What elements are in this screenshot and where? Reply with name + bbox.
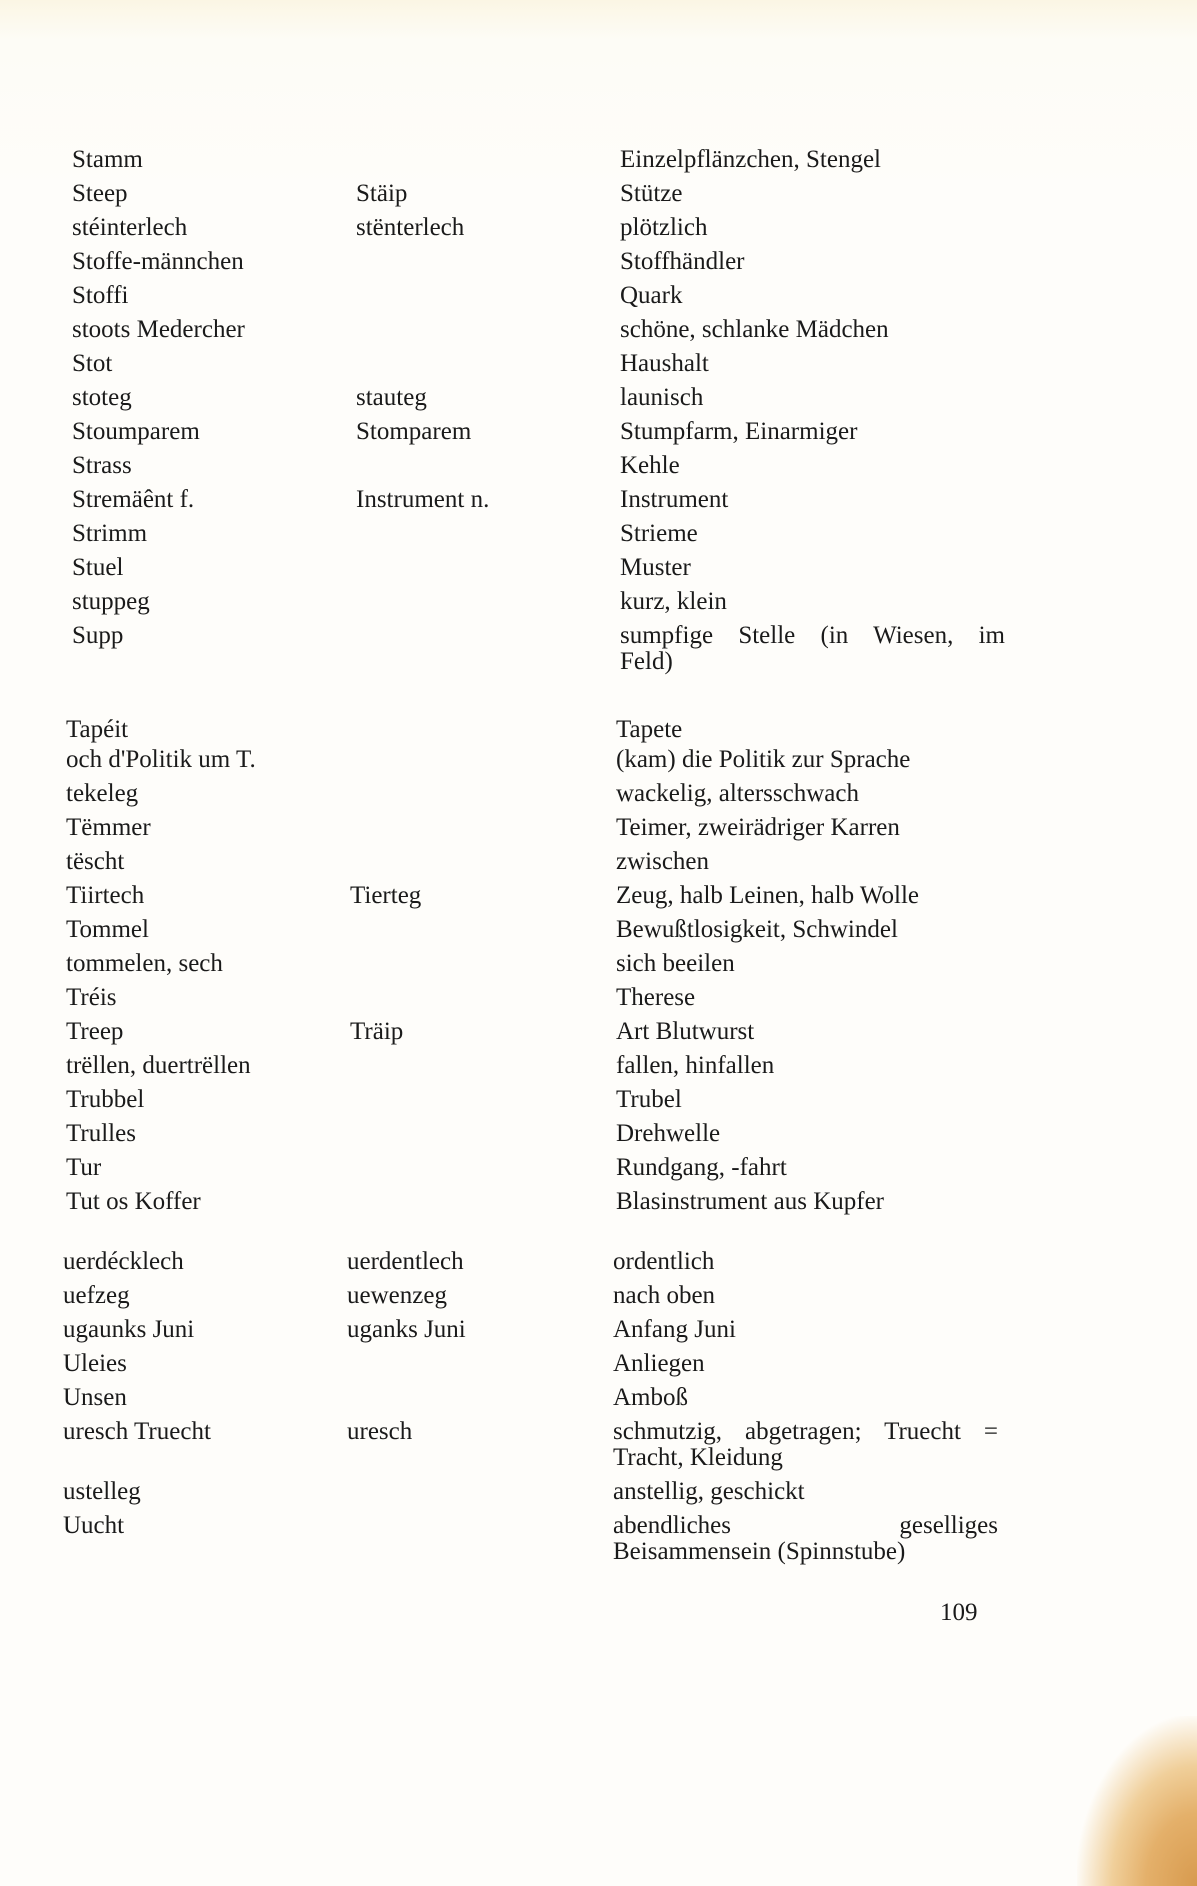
entry-term: och d'Politik um T. bbox=[66, 746, 256, 773]
entry-meaning-line: sich beeilen bbox=[616, 950, 735, 977]
entry-term: trëllen, duertrëllen bbox=[66, 1052, 251, 1079]
entry-meaning-line: Feld) bbox=[620, 648, 673, 675]
entry-term: uerdécklech bbox=[63, 1248, 184, 1275]
entry-term: Tommel bbox=[66, 916, 149, 943]
entry-term: uresch Truecht bbox=[63, 1418, 211, 1445]
entry-meaning-line: Tapete bbox=[616, 716, 683, 743]
entry-meaning-line: plötzlich bbox=[620, 214, 708, 241]
entry-meaning-line: Stütze bbox=[620, 180, 683, 207]
entry-meaning-line: Instrument bbox=[620, 486, 729, 513]
entry-meaning bbox=[613, 1283, 998, 1309]
entry-meaning-line: Therese bbox=[616, 984, 696, 1011]
entry-term: Stuel bbox=[72, 554, 124, 581]
entry-term: Stoffe-männchen bbox=[72, 248, 244, 275]
entry-term: ustelleg bbox=[63, 1478, 141, 1505]
entry-meaning-line: Quark bbox=[620, 282, 683, 309]
entry-meaning-line: fallen, hinfallen bbox=[616, 1052, 775, 1079]
entry-meaning bbox=[616, 815, 1001, 841]
entry-term: stoteg bbox=[72, 384, 132, 411]
entry-term: Uleies bbox=[63, 1350, 127, 1377]
paper-stain bbox=[1077, 1716, 1197, 1886]
entry-term: ugaunks Juni bbox=[63, 1316, 195, 1343]
entry-meaning-line: Stumpfarm, Einarmiger bbox=[620, 418, 858, 445]
entry-term: Stot bbox=[72, 350, 113, 377]
entry-meaning bbox=[616, 747, 1001, 773]
entry-meaning bbox=[620, 623, 1005, 675]
entry-meaning-line: Blasinstrument aus Kupfer bbox=[616, 1188, 885, 1215]
entry-meaning bbox=[616, 1053, 1001, 1079]
entry-meaning bbox=[620, 487, 1005, 513]
entry-meaning-line: Amboß bbox=[613, 1384, 688, 1411]
entry-meaning bbox=[613, 1479, 998, 1505]
entry-meaning-line: abendliches geselliges bbox=[613, 1512, 998, 1539]
entry-meaning-line: Strieme bbox=[620, 520, 698, 547]
entry-meaning-line: schöne, schlanke Mädchen bbox=[620, 316, 889, 343]
entry-meaning bbox=[616, 1087, 1001, 1113]
entry-variant: uerdentlech bbox=[347, 1248, 464, 1275]
entry-meaning bbox=[620, 589, 1005, 615]
entry-meaning-line: Einzelpflänzchen, Stengel bbox=[620, 146, 881, 173]
entry-meaning bbox=[616, 781, 1001, 807]
entry-meaning bbox=[620, 181, 1005, 207]
entry-meaning bbox=[616, 917, 1001, 943]
entry-meaning bbox=[616, 1189, 1001, 1215]
entry-meaning bbox=[620, 521, 1005, 547]
entry-term: Tapéit bbox=[66, 716, 129, 743]
entry-meaning bbox=[620, 351, 1005, 377]
entry-term: Tëmmer bbox=[66, 814, 151, 841]
entry-term: Tut os Koffer bbox=[66, 1188, 201, 1215]
entry-meaning bbox=[620, 147, 1005, 173]
entry-meaning-line: Bewußtlosigkeit, Schwindel bbox=[616, 916, 898, 943]
entry-term: Steep bbox=[72, 180, 128, 207]
entry-meaning-line: Kehle bbox=[620, 452, 680, 479]
entry-meaning bbox=[620, 419, 1005, 445]
entry-meaning-line: Zeug, halb Leinen, halb Wolle bbox=[616, 882, 919, 909]
entry-term: stuppeg bbox=[72, 588, 150, 615]
entry-meaning-line: ordentlich bbox=[613, 1248, 715, 1275]
entry-variant: Tierteg bbox=[350, 882, 422, 909]
entry-term: Trulles bbox=[66, 1120, 136, 1147]
entry-meaning bbox=[616, 985, 1001, 1011]
entry-term: Unsen bbox=[63, 1384, 127, 1411]
entry-term: Stoffi bbox=[72, 282, 129, 309]
entry-term: uefzeg bbox=[63, 1282, 130, 1309]
entry-variant: Stäip bbox=[356, 180, 408, 207]
entry-meaning-line: Haushalt bbox=[620, 350, 709, 377]
entry-meaning bbox=[620, 555, 1005, 581]
entry-variant: uganks Juni bbox=[347, 1316, 466, 1343]
entry-term: Stoumparem bbox=[72, 418, 200, 445]
entry-term: tëscht bbox=[66, 848, 125, 875]
entry-meaning bbox=[613, 1513, 998, 1565]
entry-meaning bbox=[616, 1121, 1001, 1147]
entry-meaning-line: anstellig, geschickt bbox=[613, 1478, 805, 1505]
entry-term: stoots Medercher bbox=[72, 316, 245, 343]
entry-term: stéinterlech bbox=[72, 214, 188, 241]
entry-meaning-line: Trubel bbox=[616, 1086, 682, 1113]
entry-term: Uucht bbox=[63, 1512, 125, 1539]
entry-term: Stamm bbox=[72, 146, 143, 173]
entry-meaning bbox=[613, 1317, 998, 1343]
entry-term: Stremäênt f. bbox=[72, 486, 195, 513]
entry-term: Supp bbox=[72, 622, 124, 649]
entry-meaning-line: Stoffhändler bbox=[620, 248, 745, 275]
entry-meaning bbox=[620, 249, 1005, 275]
entry-meaning-line: schmutzig, abgetragen; Truecht = bbox=[613, 1418, 998, 1445]
entry-meaning-line: zwischen bbox=[616, 848, 710, 875]
entry-variant: Stomparem bbox=[356, 418, 472, 445]
entry-term: Tiirtech bbox=[66, 882, 145, 909]
entry-meaning bbox=[620, 385, 1005, 411]
entry-variant: Träip bbox=[350, 1018, 404, 1045]
entry-meaning bbox=[620, 453, 1005, 479]
entry-term: Trubbel bbox=[66, 1086, 145, 1113]
entry-meaning-line: Teimer, zweirädriger Karren bbox=[616, 814, 900, 841]
entry-meaning bbox=[616, 849, 1001, 875]
entry-variant: uresch bbox=[347, 1418, 413, 1445]
entry-meaning-line: launisch bbox=[620, 384, 704, 411]
entry-meaning-line: wackelig, altersschwach bbox=[616, 780, 859, 807]
entry-meaning bbox=[613, 1419, 998, 1471]
entry-meaning-line: sumpfige Stelle (in Wiesen, im bbox=[620, 622, 1005, 649]
entry-meaning bbox=[613, 1351, 998, 1377]
entry-meaning-line: Tracht, Kleidung bbox=[613, 1444, 783, 1471]
entry-meaning bbox=[620, 283, 1005, 309]
entry-variant: stënterlech bbox=[356, 214, 465, 241]
entry-term: Strimm bbox=[72, 520, 148, 547]
entry-meaning bbox=[616, 1155, 1001, 1181]
entry-meaning bbox=[616, 1019, 1001, 1045]
entry-variant: Instrument n. bbox=[356, 486, 490, 513]
page-number: 109 bbox=[940, 1599, 978, 1626]
entry-meaning-line: nach oben bbox=[613, 1282, 716, 1309]
entry-meaning-line: (kam) die Politik zur Sprache bbox=[616, 746, 911, 773]
entry-meaning bbox=[613, 1385, 998, 1411]
entry-meaning-line: Drehwelle bbox=[616, 1120, 721, 1147]
entry-meaning-line: Rundgang, -fahrt bbox=[616, 1154, 787, 1181]
entry-term: Tréis bbox=[66, 984, 117, 1011]
entry-meaning-line: Art Blutwurst bbox=[616, 1018, 755, 1045]
entry-term: Strass bbox=[72, 452, 132, 479]
entry-meaning-line: Anfang Juni bbox=[613, 1316, 736, 1343]
entry-term: Tur bbox=[66, 1154, 102, 1181]
entry-variant: stauteg bbox=[356, 384, 427, 411]
entry-meaning bbox=[613, 1249, 998, 1275]
entry-meaning-line: Muster bbox=[620, 554, 691, 581]
entry-term: Treep bbox=[66, 1018, 124, 1045]
entry-meaning bbox=[620, 215, 1005, 241]
entry-meaning bbox=[620, 317, 1005, 343]
entry-meaning-line: Anliegen bbox=[613, 1350, 705, 1377]
entry-term: tekeleg bbox=[66, 780, 139, 807]
entry-meaning-line: kurz, klein bbox=[620, 588, 727, 615]
entry-variant: uewenzeg bbox=[347, 1282, 447, 1309]
entry-meaning bbox=[616, 951, 1001, 977]
entry-meaning-line: Beisammensein (Spinnstube) bbox=[613, 1538, 906, 1565]
entry-meaning bbox=[616, 717, 1001, 743]
entry-term: tommelen, sech bbox=[66, 950, 223, 977]
entry-meaning bbox=[616, 883, 1001, 909]
